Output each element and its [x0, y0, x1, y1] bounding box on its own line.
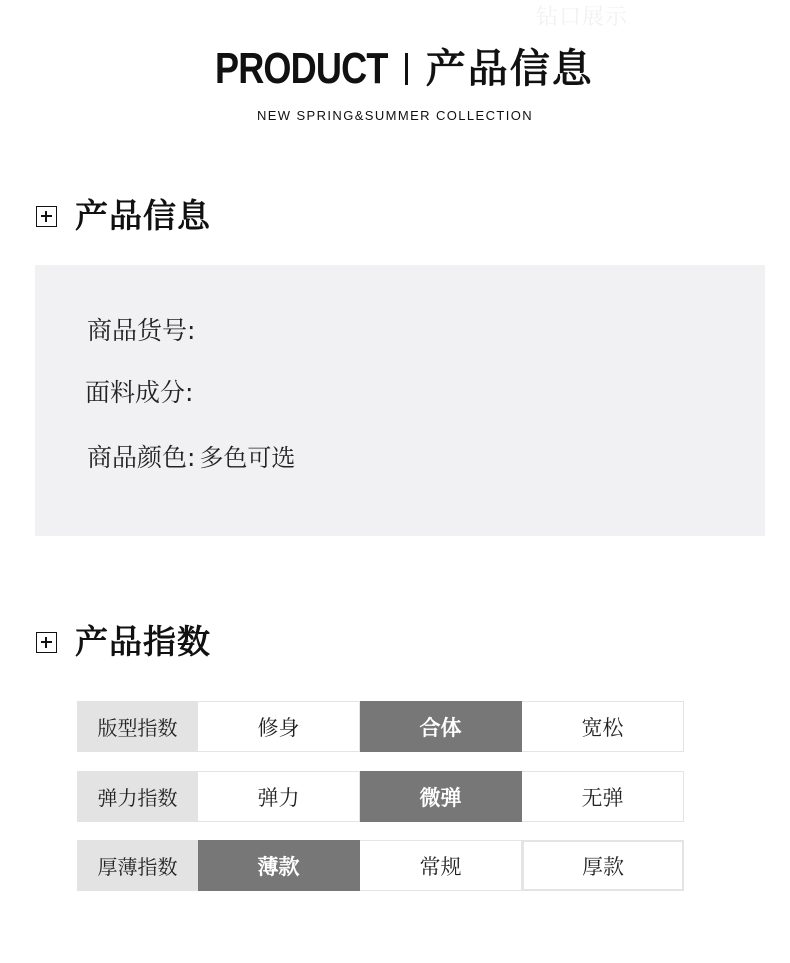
index-option-selected: 薄款: [198, 840, 360, 891]
brand-title-cn: 产品信息: [425, 46, 594, 92]
index-option: 无弹: [522, 771, 684, 822]
index-option: 厚款: [522, 840, 684, 891]
index-label: 版型指数: [77, 701, 198, 752]
index-row-elasticity: [77, 771, 684, 822]
product-info-heading: [36, 196, 211, 236]
plus-square-icon: [36, 632, 57, 653]
brand-divider: [405, 53, 408, 85]
index-option: 常规: [360, 840, 522, 891]
index-option: 修身: [198, 701, 360, 752]
brand-header: [0, 44, 790, 94]
index-row-fit: [77, 701, 684, 752]
info-row-color: [87, 442, 295, 474]
info-value: 多色可选: [199, 444, 296, 472]
plus-square-icon: [36, 206, 57, 227]
brand-title-en: PRODUCT: [215, 44, 388, 93]
info-row-item-number: [87, 315, 199, 347]
section-title: 产品指数: [75, 622, 211, 661]
index-label: 厚薄指数: [77, 840, 198, 891]
index-label: 弹力指数: [77, 771, 198, 822]
collection-subtitle: NEW SPRING&SUMMER COLLECTION: [256, 108, 534, 123]
index-row-thickness: [77, 840, 684, 891]
watermark-text: 钻口展示: [536, 5, 629, 30]
info-label: 商品颜色:: [87, 443, 196, 472]
index-option-selected: 合体: [360, 701, 522, 752]
index-option: 弹力: [198, 771, 360, 822]
section-title: 产品信息: [75, 196, 211, 235]
info-label: 商品货号:: [87, 316, 196, 345]
product-index-heading: [36, 622, 211, 662]
index-option-selected: 微弹: [360, 771, 522, 822]
info-row-fabric: [85, 377, 197, 409]
index-option: 宽松: [522, 701, 684, 752]
info-label: 面料成分:: [85, 378, 194, 407]
product-info-panel: [35, 265, 765, 536]
